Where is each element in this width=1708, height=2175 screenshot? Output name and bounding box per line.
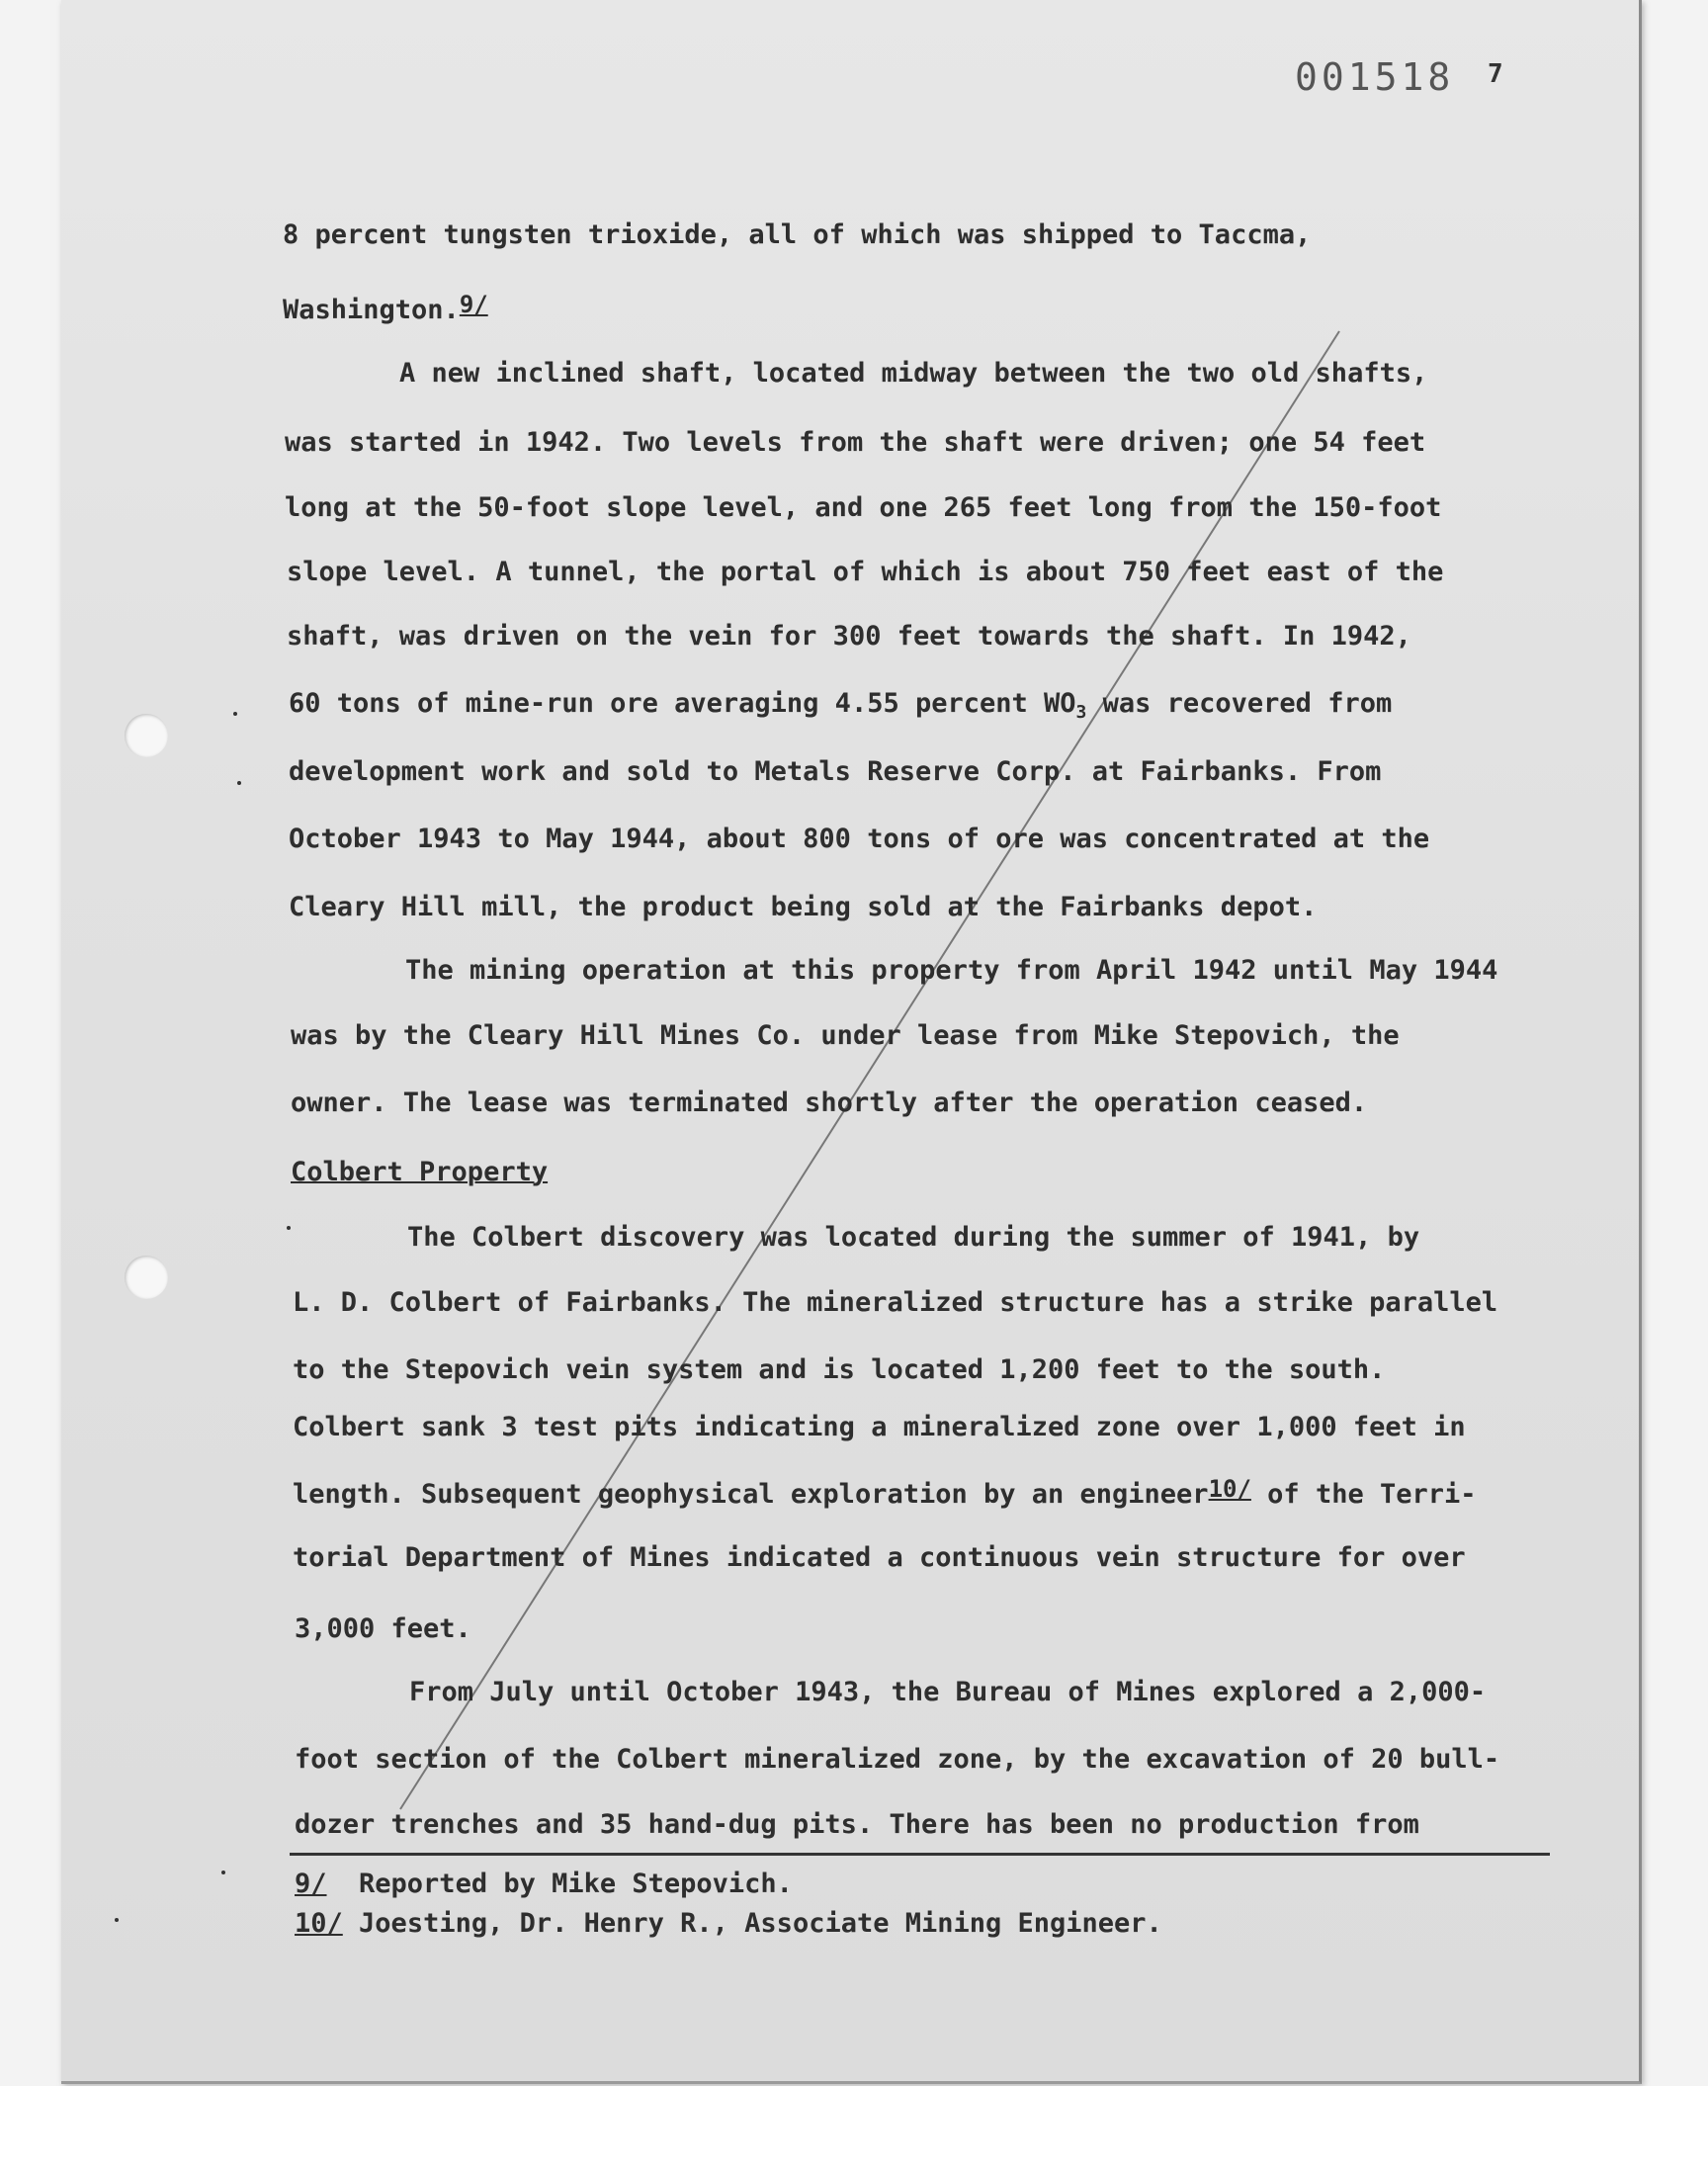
text-line: [293, 1475, 1477, 1511]
subscript: 3: [1075, 702, 1087, 723]
text-line: long at the 50-foot slope level, and one 265 feet long from the 150-foot: [285, 492, 1442, 523]
text-line: A new inclined shaft, located midway between the two old shafts,: [399, 358, 1428, 389]
text-line: torial Department of Mines indicated a continuous vein structure for over: [293, 1542, 1466, 1573]
text-line: [283, 291, 488, 326]
text-fragment: of the Terri-: [1250, 1479, 1477, 1510]
text-fragment: was recovered from: [1086, 688, 1393, 719]
text-line: shaft, was driven on the vein for 300 feet towards the shaft. In 1942,: [287, 621, 1411, 652]
text-line: slope level. A tunnel, the portal of which is about 750 feet east of the: [287, 557, 1444, 587]
text-line: 8 percent tungsten trioxide, all of which was shipped to Taccma,: [283, 219, 1312, 250]
text-line: Colbert sank 3 test pits indicating a mineralized zone over 1,000 feet in: [293, 1412, 1466, 1442]
text-line: The mining operation at this property from April 1942 until May 1944: [405, 955, 1498, 986]
footnote-rule: [290, 1853, 1550, 1856]
footnote-text: Joesting, Dr. Henry R., Associate Mining Engineer.: [359, 1908, 1162, 1939]
text-fragment: 60 tons of mine-run ore averaging 4.55 percent WO: [289, 688, 1076, 719]
text-line: foot section of the Colbert mineralized zone, by the excavation of 20 bull-: [295, 1744, 1500, 1775]
footnote-ref: 9/: [459, 291, 488, 318]
footnote-mark: 10/: [295, 1908, 343, 1939]
text-line: The Colbert discovery was located during the summer of 1941, by: [407, 1222, 1420, 1253]
text-line: development work and sold to Metals Reserve Corp. at Fairbanks. From: [289, 756, 1382, 787]
footnote-mark: 9/: [295, 1869, 327, 1899]
text-line: dozer trenches and 35 hand-dug pits. There has been no production from: [295, 1809, 1419, 1840]
footnote-ref: 10/: [1208, 1475, 1251, 1503]
text-line: Cleary Hill mill, the product being sold at the Fairbanks depot.: [289, 892, 1318, 922]
footnote: [295, 1869, 793, 1900]
text-line: 3,000 feet.: [295, 1613, 471, 1644]
document-number-stamp: 001518: [1295, 55, 1455, 99]
text-fragment: Washington.: [283, 295, 460, 325]
text-line: was started in 1942. Two levels from the shaft were driven; one 54 feet: [285, 427, 1426, 458]
text-line: to the Stepovich vein system and is located 1,200 feet to the south.: [293, 1354, 1386, 1385]
text-line: was by the Cleary Hill Mines Co. under lease from Mike Stepovich, the: [291, 1020, 1400, 1051]
footnote-text: Reported by Mike Stepovich.: [359, 1869, 793, 1899]
footnote: [295, 1908, 1162, 1940]
text-line: From July until October 1943, the Bureau of Mines explored a 2,000-: [409, 1677, 1487, 1707]
text-line: L. D. Colbert of Fairbanks. The mineralized structure has a strike parallel: [293, 1287, 1498, 1318]
text-line: October 1943 to May 1944, about 800 tons of ore was concentrated at the: [289, 824, 1430, 854]
text-line: [289, 688, 1392, 723]
section-heading: Colbert Property: [291, 1157, 549, 1187]
page-number: 7: [1488, 59, 1503, 89]
text-fragment: length. Subsequent geophysical exploration by an engineer: [293, 1479, 1209, 1510]
text-line: owner. The lease was terminated shortly after the operation ceased.: [291, 1088, 1368, 1118]
